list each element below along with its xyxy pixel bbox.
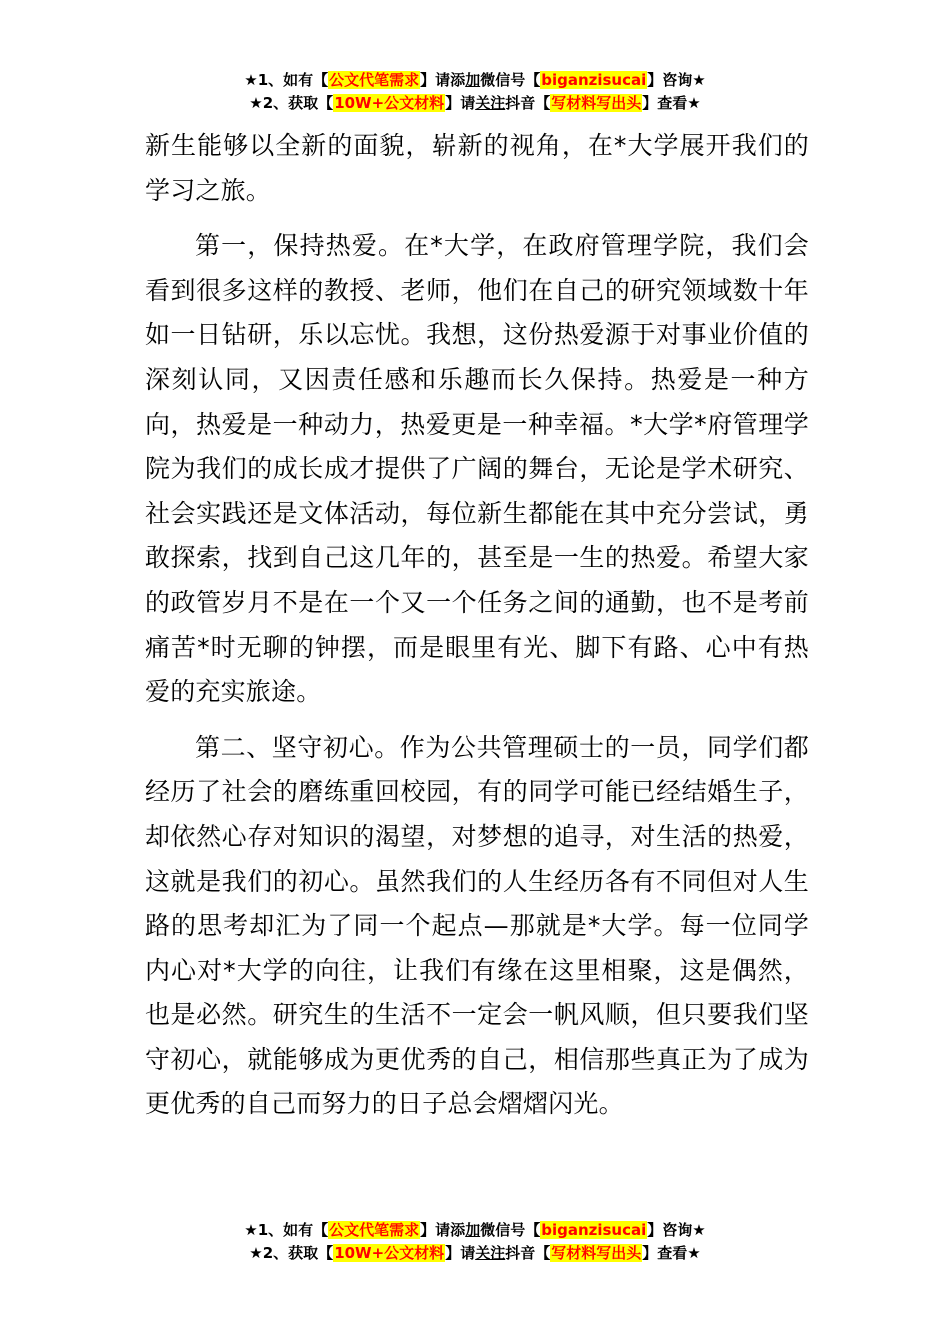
paragraph-keep-passion: 第一，保持热爱。在*大学，在政府管理学院，我们会看到很多这样的教授、老师，他们在自己的研究领域数十年如一日钻研，乐以忘忧。我想，这份热爱源于对事业价值的深刻认同，又因责任感和乐趣而长久保持。热爱是一种方向，热爱是一种动力，热爱更是一种幸福。*大学*府管理学院为我们的成长成才提供了广阔的舞台，无论是学术研究、社会实践还是文体活动，每位新生都能在其中充分尝试，勇敢探索，找到自己这几年的，甚至是一生的热爱。希望大家的政管岁月不是在一个又一个任务之间的通勤，也不是考前痛苦*时无聊的钟摆，而是眼里有光、脚下有路、心中有热爱的充实旅途。	[145, 231, 809, 707]
banner-highlight-douyin: 写材料写出头	[551, 1244, 642, 1262]
banner-highlight-materials: 10W+公文材料	[334, 94, 445, 112]
banner-line-2: ★2、获取【10W+公文材料】请关注抖音【写材料写出头】查看★	[249, 1244, 701, 1262]
document-body	[145, 124, 809, 1127]
paragraph-intro-continued: 新生能够以全新的面貌，崭新的视角，在*大学展开我们的学习之旅。	[145, 131, 809, 205]
banner-highlight-douyin: 写材料写出头	[551, 94, 642, 112]
banner-line-1: ★1、如有【公文代笔需求】请添加微信号【biganzisucai】咨询★	[244, 71, 706, 89]
paragraph-keep-original-intention: 第二、坚守初心。作为公共管理硕士的一员，同学们都经历了社会的磨练重回校园，有的同学可能已经结婚生子，却依然心存对知识的渴望，对梦想的追寻，对生活的热爱，这就是我们的初心。虽然我们的人生经历各有不同但对人生路的思考却汇为了同一个起点—那就是*大学。每一位同学内心对*大学的向往，让我们有缘在这里相聚，这是偶然，也是必然。研究生的生活不一定会一帆风顺，但只要我们坚守初心，就能够成为更优秀的自己，相信那些真正为了成为更优秀的自己而努力的日子总会熠熠闪光。	[145, 732, 809, 1119]
footer-banner	[0, 1219, 950, 1265]
banner-line-1: ★1、如有【公文代笔需求】请添加微信号【biganzisucai】咨询★	[244, 1221, 706, 1239]
banner-highlight-wechat-id: biganzisucai	[541, 71, 647, 89]
banner-highlight-materials: 10W+公文材料	[334, 1244, 445, 1262]
banner-highlight-wechat-id: biganzisucai	[541, 1221, 647, 1239]
header-banner	[0, 69, 950, 115]
banner-highlight-service: 公文代笔需求	[329, 71, 420, 89]
banner-highlight-service: 公文代笔需求	[329, 1221, 420, 1239]
banner-line-2: ★2、获取【10W+公文材料】请关注抖音【写材料写出头】查看★	[249, 94, 701, 112]
